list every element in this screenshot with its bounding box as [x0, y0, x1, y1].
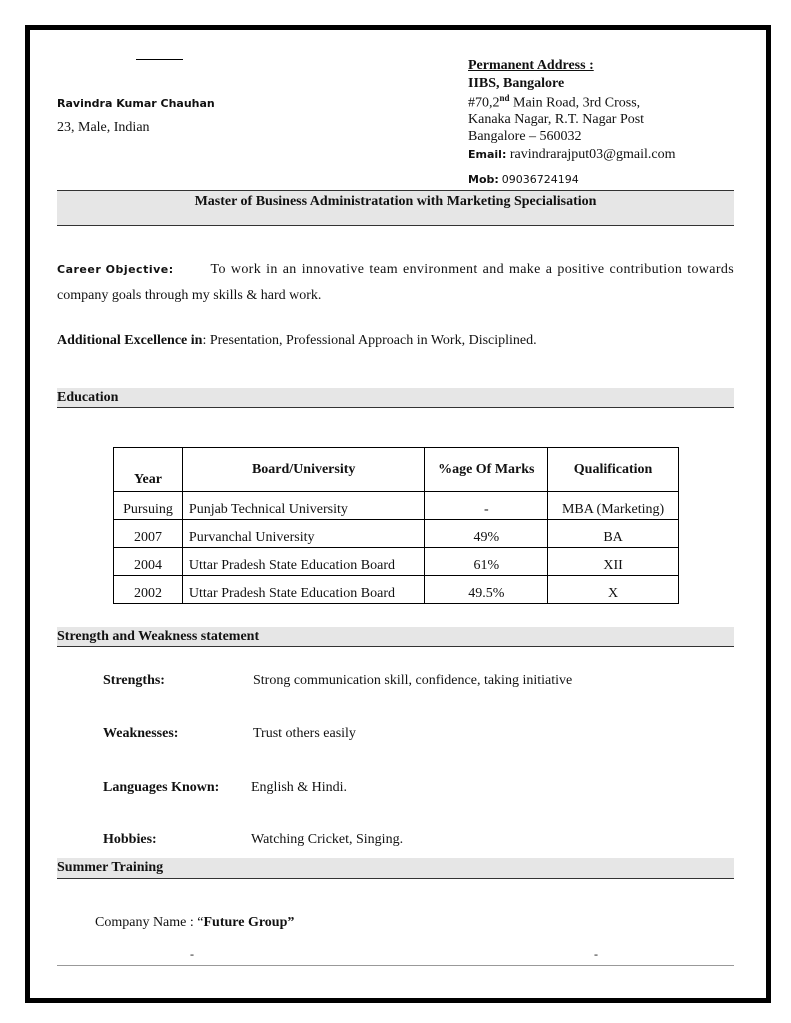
- table-row: [114, 576, 679, 604]
- languages-value: English & Hindi.: [251, 780, 348, 795]
- strengths-label: Strengths:: [103, 673, 165, 688]
- candidate-details: 23, Male, Indian: [57, 120, 150, 135]
- career-line1: [57, 257, 734, 283]
- cell-qualification: X: [548, 576, 679, 604]
- strength-heading: [57, 627, 734, 647]
- excellence-text: : Presentation, Professional Approach in Work, Disciplined.: [202, 333, 537, 348]
- company-name: Future Group”: [203, 915, 295, 930]
- candidate-name: Ravindra Kumar Chauhan: [57, 97, 215, 110]
- weaknesses-value: Trust others easily: [253, 726, 356, 741]
- table-row: [114, 548, 679, 576]
- excellence-label: Additional Excellence in: [57, 333, 203, 348]
- email-line: [468, 147, 676, 163]
- education-heading-text: Education: [57, 390, 119, 405]
- col-year: Year: [114, 448, 183, 492]
- cell-board: Uttar Pradesh State Education Board: [182, 548, 425, 576]
- address-line3: Bangalore – 560032: [468, 129, 582, 144]
- cell-year: 2007: [114, 520, 183, 548]
- address-line1: [468, 93, 640, 112]
- email-label: Email:: [468, 148, 507, 161]
- hobbies-label: Hobbies:: [103, 832, 157, 847]
- education-table: [113, 447, 679, 604]
- cell-marks: -: [425, 492, 548, 520]
- education-header-row: [114, 448, 679, 492]
- degree-banner: [57, 190, 734, 226]
- top-rule: [136, 59, 183, 60]
- mob-line: [468, 172, 579, 187]
- footer-dash-right: -: [594, 947, 598, 961]
- career-text-line2: company goals through my skills & hard work.: [57, 288, 322, 303]
- footer-rule: [57, 965, 734, 966]
- career-objective: [57, 257, 734, 309]
- cell-qualification: MBA (Marketing): [548, 492, 679, 520]
- training-heading: [57, 858, 734, 879]
- cell-qualification: XII: [548, 548, 679, 576]
- cell-qualification: BA: [548, 520, 679, 548]
- company-label: Company Name : “: [95, 915, 204, 930]
- cell-board: Uttar Pradesh State Education Board: [182, 576, 425, 604]
- hobbies-value: Watching Cricket, Singing.: [251, 832, 404, 847]
- cell-board: Punjab Technical University: [182, 492, 425, 520]
- cell-marks: 61%: [425, 548, 548, 576]
- cell-year: 2004: [114, 548, 183, 576]
- table-row: [114, 492, 679, 520]
- career-label: Career Objective:: [57, 263, 174, 276]
- degree-banner-text: Master of Business Administratation with Marketing Specialisation: [194, 194, 597, 209]
- strength-heading-text: Strength and Weakness statement: [57, 629, 260, 644]
- cell-marks: 49%: [425, 520, 548, 548]
- footer-dash-left: -: [190, 947, 194, 961]
- address-line1-pre: #70,2: [468, 95, 500, 111]
- additional-excellence: [57, 333, 537, 349]
- table-row: [114, 520, 679, 548]
- training-heading-text: Summer Training: [57, 860, 164, 875]
- mob-value: 09036724194: [501, 173, 579, 186]
- cell-board: Purvanchal University: [182, 520, 425, 548]
- mob-label: Mob:: [468, 173, 499, 186]
- languages-label: Languages Known:: [103, 780, 220, 795]
- cell-year: 2002: [114, 576, 183, 604]
- education-heading: [57, 388, 734, 408]
- weaknesses-label: Weaknesses:: [103, 726, 179, 741]
- company-line: [95, 915, 294, 931]
- strengths-value: Strong communication skill, confidence, taking initiative: [253, 673, 573, 688]
- email-value[interactable]: ravindrarajput03@gmail.com: [509, 147, 676, 162]
- cell-marks: 49.5%: [425, 576, 548, 604]
- cell-year: Pursuing: [114, 492, 183, 520]
- col-qualification: Qualification: [548, 448, 679, 492]
- address-line1-sup: nd: [499, 93, 510, 103]
- address-line1-post: Main Road, 3rd Cross,: [509, 95, 641, 111]
- career-text-line1: To work in an innovative team environment and make a positive contribution towards: [210, 262, 734, 277]
- col-board: Board/University: [182, 448, 425, 492]
- address-title: Permanent Address :: [468, 58, 594, 73]
- address-line2: Kanaka Nagar, R.T. Nagar Post: [468, 112, 645, 127]
- col-marks: %age Of Marks: [425, 448, 548, 492]
- address-org: IIBS, Bangalore: [468, 76, 565, 91]
